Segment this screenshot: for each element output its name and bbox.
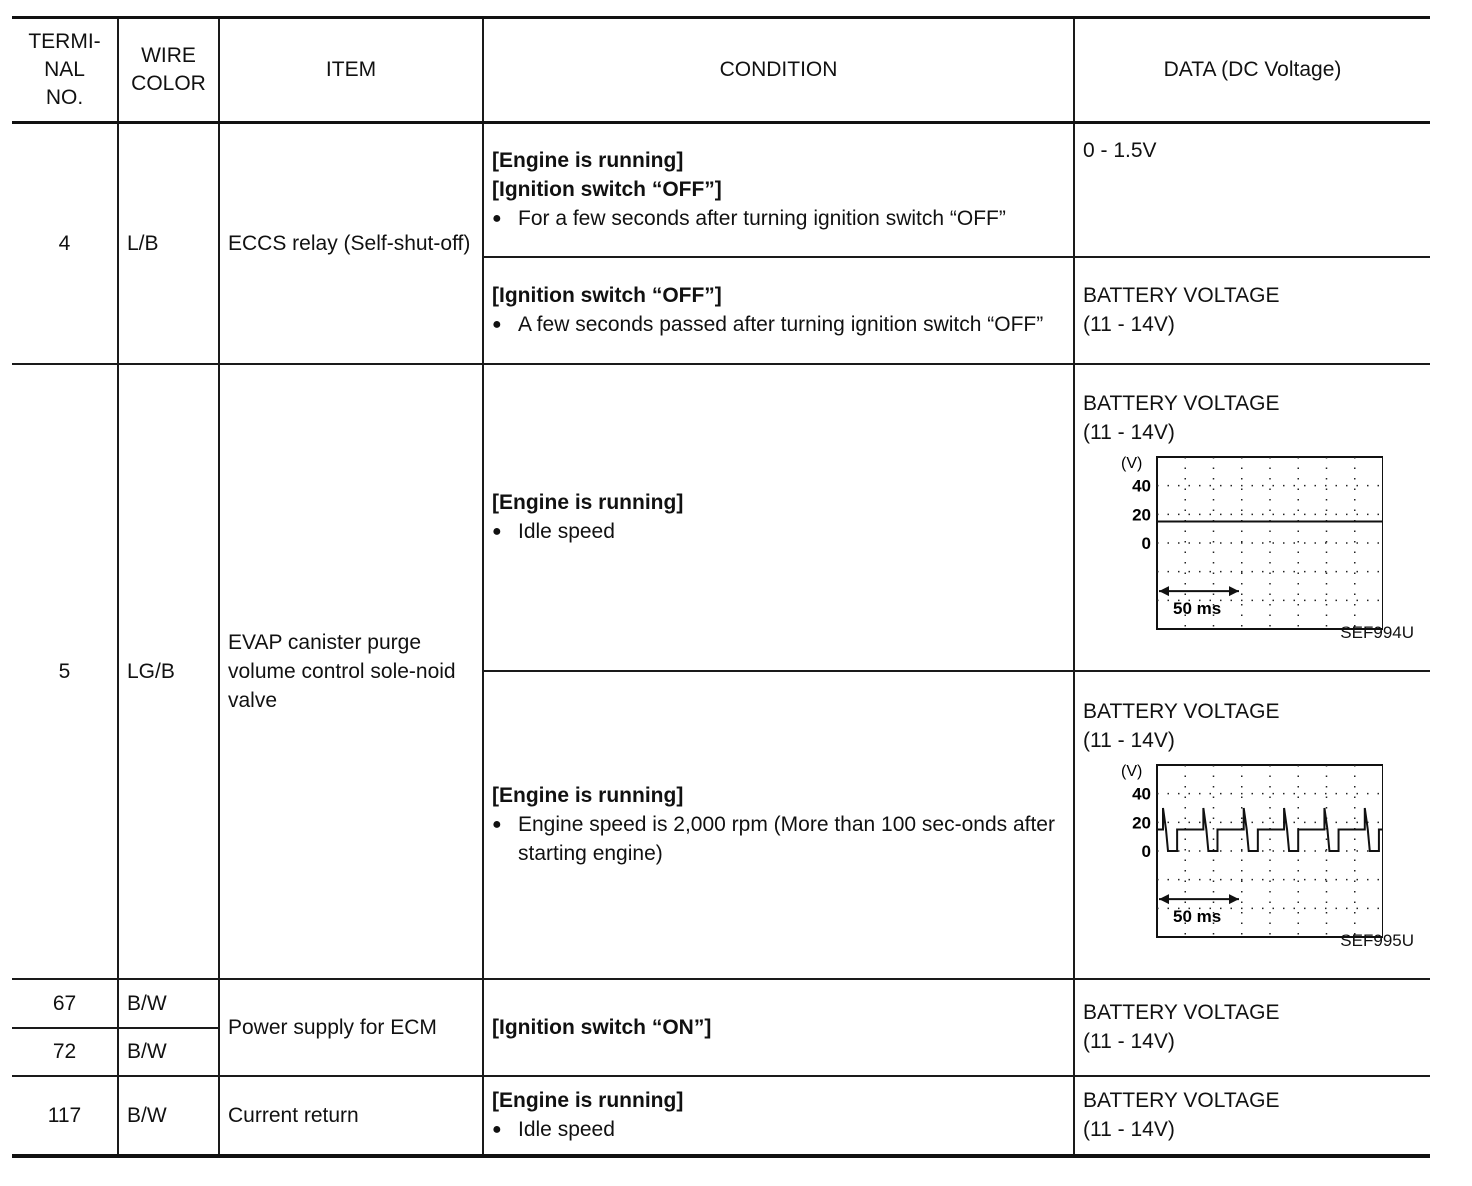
- list-item: ● Idle speed: [492, 1115, 1065, 1144]
- condition-cell: [Engine is running] [Ignition switch “OFF”] ● For a few seconds after turning ignition switch “OFF”: [483, 123, 1074, 257]
- data-cell: BATTERY VOLTAGE (11 - 14V): [1074, 1076, 1430, 1156]
- condition-cell: [Engine is running] ● Idle speed: [483, 1076, 1074, 1156]
- data-cell: BATTERY VOLTAGE (11 - 14V): [1074, 979, 1430, 1076]
- data-cell: 0 - 1.5V: [1074, 123, 1430, 257]
- condition-cell: [Ignition switch “ON”]: [483, 979, 1074, 1076]
- item-name: EVAP canister purge volume control sole-noid valve: [219, 364, 483, 979]
- list-item: ● Idle speed: [492, 517, 1065, 546]
- condition-cell: [Engine is running] ● Engine speed is 2,000 rpm (More than 100 sec-onds after starting engine): [483, 671, 1074, 979]
- arrow-head-icon: [1159, 894, 1169, 904]
- arrow-head-icon: [1229, 894, 1239, 904]
- wire-color: B/W: [118, 1076, 219, 1156]
- item-name: Power supply for ECM: [219, 979, 483, 1076]
- figure-id: SEF995U: [1340, 930, 1414, 950]
- condition-cell: [Ignition switch “OFF”] ● A few seconds passed after turning ignition switch “OFF”: [483, 257, 1074, 364]
- wire-color: B/W: [118, 979, 219, 1028]
- wire-color: LG/B: [118, 364, 219, 979]
- y-unit-label: (V): [1121, 762, 1143, 780]
- list-item: ● Engine speed is 2,000 rpm (More than 100 sec-onds after starting engine): [492, 810, 1065, 868]
- header-condition: CONDITION: [483, 18, 1074, 123]
- figure-id: SEF994U: [1340, 623, 1414, 642]
- time-scale-label: 50 ms: [1173, 906, 1222, 926]
- item-name: Current return: [219, 1076, 483, 1156]
- table-row: [12, 979, 1430, 1028]
- oscilloscope-waveform-idle: [1113, 453, 1383, 633]
- table-row: [12, 1076, 1430, 1156]
- terminal-number: 4: [12, 123, 118, 364]
- arrow-head-icon: [1229, 586, 1239, 596]
- header-item: ITEM: [219, 18, 483, 123]
- y-unit-label: (V): [1121, 455, 1143, 472]
- data-cell: BATTERY VOLTAGE (11 - 14V): [1074, 257, 1430, 364]
- terminal-number: 117: [12, 1076, 118, 1156]
- y-tick-label: 40: [1132, 476, 1151, 496]
- bullet-icon: ●: [492, 210, 502, 228]
- condition-cell: [Engine is running] ● Idle speed: [483, 364, 1074, 671]
- signal-trace: [1157, 808, 1383, 851]
- y-tick-label: 20: [1132, 505, 1151, 525]
- data-cell: BATTERY VOLTAGE (11 - 14V) (V) 40 20 0 50 ms SEF994U: [1074, 364, 1430, 671]
- item-name: ECCS relay (Self-shut-off): [219, 123, 483, 364]
- y-tick-label: 0: [1141, 534, 1151, 553]
- header-data: DATA (DC Voltage): [1074, 18, 1430, 123]
- oscilloscope-waveform-2000rpm: [1113, 761, 1383, 941]
- header-wire-color: WIRE COLOR: [118, 18, 219, 123]
- data-cell: BATTERY VOLTAGE (11 - 14V) (V) 40 20 0 50 ms SEF995U: [1074, 671, 1430, 979]
- bullet-icon: ●: [492, 1121, 502, 1138]
- terminal-number: 5: [12, 364, 118, 979]
- y-tick-label: 40: [1132, 784, 1151, 804]
- time-scale-label: 50 ms: [1173, 599, 1222, 619]
- table-row: [12, 123, 1430, 257]
- list-item: ● A few seconds passed after turning ignition switch “OFF”: [492, 310, 1065, 339]
- wire-color: B/W: [118, 1028, 219, 1076]
- y-tick-label: 20: [1132, 812, 1151, 832]
- arrow-head-icon: [1159, 586, 1169, 596]
- table-row: [12, 364, 1430, 671]
- bullet-icon: ●: [492, 816, 502, 833]
- terminal-spec-table: [12, 16, 1430, 1158]
- header-row: [12, 18, 1430, 123]
- terminal-number: 72: [12, 1028, 118, 1076]
- header-terminal: TERMI- NAL NO.: [12, 18, 118, 123]
- terminal-number: 67: [12, 979, 118, 1028]
- y-tick-label: 0: [1141, 841, 1151, 861]
- list-item: ● For a few seconds after turning ignition switch “OFF”: [492, 204, 1065, 233]
- bullet-icon: ●: [492, 316, 502, 333]
- bullet-icon: ●: [492, 523, 502, 540]
- wire-color: L/B: [118, 123, 219, 364]
